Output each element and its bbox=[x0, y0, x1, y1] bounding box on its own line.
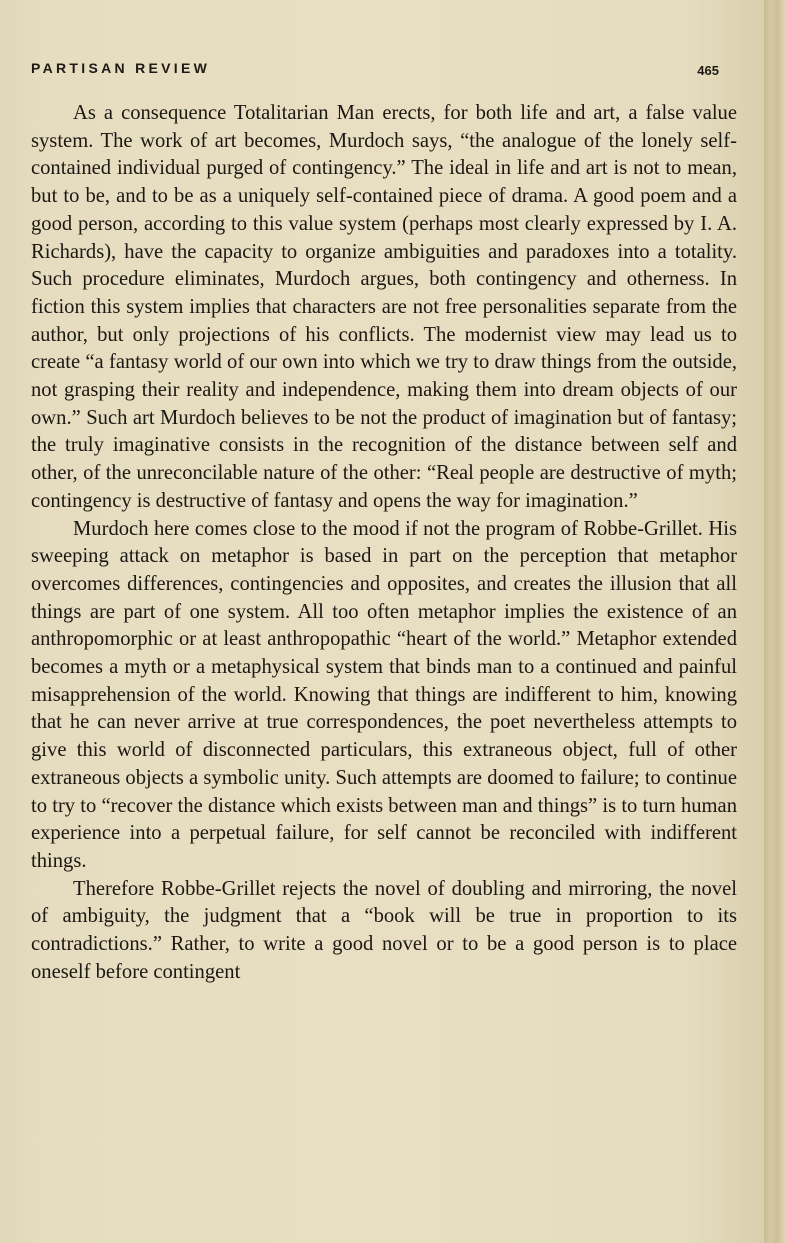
journal-title: PARTISAN REVIEW bbox=[31, 60, 211, 76]
running-head bbox=[31, 58, 737, 82]
body-text bbox=[31, 100, 737, 987]
paragraph-2: Murdoch here comes close to the mood if not the program of Robbe-Grillet. His sweeping attack on metaphor is based in part on the perception that metaphor overcomes differences, contingencies and opposites, and creates the illusion that all things are part of one system. All too often metaphor implies the existence of an anthropomorphic or at least anthropopathic “heart of the world.” Metaphor extended becomes a myth or a metaphysical system that binds man to a continued and painful misapprehension of the world. Knowing that things are indifferent to him, knowing that he can never arrive at true correspondences, the poet nevertheless attempts to give this world of disconnected particulars, this extraneous object, full of other extraneous objects a symbolic unity. Such attempts are doomed to failure; to continue to try to “recover the distance which exists between man and things” is to turn human experience into a perpetual failure, for self cannot be reconciled with indifferent things. bbox=[31, 517, 737, 872]
paragraph-1: As a consequence Totalitarian Man erects, for both life and art, a false value system. The work of art becomes, Murdoch says, “the analogue of the lonely self-contained individual purged of contingency.” The ideal in life and art is not to mean, but to be, and to be as a uniquely self-contained piece of drama. A good poem and a good person, according to this value system (perhaps most clearly expressed by I. A. Richards), have the capacity to organize ambiguities and paradoxes into a totality. Such procedure eliminates, Murdoch argues, both contingency and otherness. In fiction this system implies that characters are not free personalities separate from the author, but only projections of his conflicts. The modernist view may lead us to create “a fantasy world of our own into which we try to draw things from the outside, not grasping their reality and independence, making them into dream objects of our own.” Such art Murdoch believes to be not the product of imagination but of fantasy; the truly imaginative consists in the recognition of the distance between self and other, of the unreconcilable nature of the other: “Real people are destructive of myth; contingency is destructive of fantasy and opens the way for imagination.” bbox=[31, 102, 737, 512]
paragraph-3: Therefore Robbe-Grillet rejects the novel of doubling and mirroring, the novel of ambiguity, the judgment that a “book will be true in proportion to its contradictions.” Rather, to write a good novel or to be a good person is to place oneself before contingent bbox=[31, 877, 737, 983]
page-edge bbox=[764, 0, 786, 1243]
page-number: 465 bbox=[697, 63, 719, 78]
